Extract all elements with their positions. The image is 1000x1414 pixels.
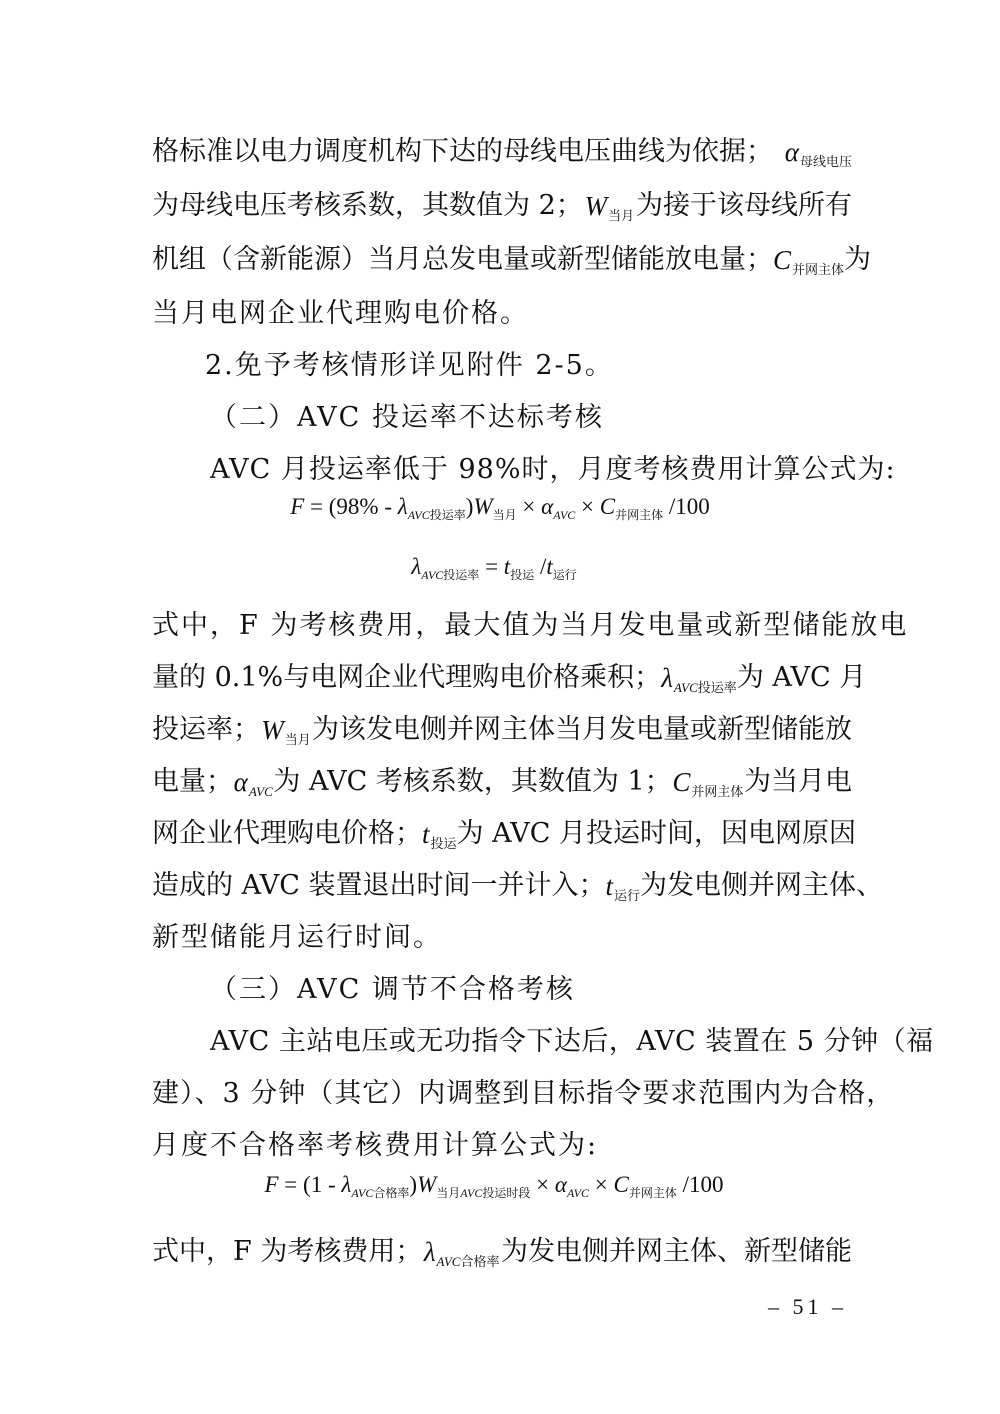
text: 为发电侧并网主体、新型储能 <box>500 1236 852 1267</box>
text: 格标准以电力调度机构下达的母线电压曲线为依据； <box>152 136 773 167</box>
text-line <box>152 808 857 860</box>
text: 量的 0.1%与电网企业代理购电价格乘积； <box>152 662 662 693</box>
formula-symbol: $\lambda_{AVC合格率}$ <box>423 1237 500 1269</box>
text-line <box>152 600 909 652</box>
text: 造成的 AVC 装置退出时间一并计入； <box>152 870 606 901</box>
text-line <box>152 652 867 704</box>
text-line <box>152 234 872 286</box>
text-line <box>152 756 852 808</box>
text: 为接于该母线所有 <box>636 190 852 221</box>
text: 新型储能月运行时间。 <box>152 922 442 953</box>
text: 式中，F 为考核费用，最大值为当月发电量或新型储能放电 <box>152 610 909 641</box>
text: 当月电网企业代理购电价格。 <box>152 298 529 329</box>
formula-symbol: $\lambda_{AVC投运率}$ <box>661 663 737 695</box>
text: 为 <box>844 244 872 275</box>
formula-symbol: $C_{并网主体}$ <box>773 245 845 277</box>
text: 为母线电压考核系数，其数值为 2； <box>152 190 583 221</box>
text-line <box>152 180 852 232</box>
text: 为 AVC 月 <box>736 662 867 693</box>
text: 电量； <box>152 766 233 797</box>
heading-text: （三）AVC 调节不合格考核 <box>210 974 575 1005</box>
page-number: – 51 – <box>768 1294 847 1319</box>
text: AVC 主站电压或无功指令下达后，AVC 装置在 5 分钟（福 <box>210 1026 934 1057</box>
text: 投运率； <box>152 714 260 745</box>
formula-symbol: $C_{并网主体}$ <box>672 767 744 799</box>
text: 为 AVC 月投运时间，因电网原因 <box>456 818 857 849</box>
text-line <box>152 860 884 912</box>
section-heading <box>210 392 852 444</box>
section-heading <box>210 964 852 1016</box>
formula-symbol: $\alpha_{母线电压}$ <box>784 137 852 169</box>
heading-text: （二）AVC 投运率不达标考核 <box>210 402 604 433</box>
text: 式中，F 为考核费用； <box>152 1236 423 1267</box>
text: 机组（含新能源）当月总发电量或新型储能放电量； <box>152 244 773 275</box>
text-line <box>152 704 852 756</box>
formula-1: $F = (98\% - \lambda_{AVC投运率})W_{当月} \times \alpha_{AVC} \times C_{并网主体}$ /100 <box>290 494 710 522</box>
text-line <box>152 1120 852 1172</box>
text: 为发电侧并网主体、 <box>640 870 884 901</box>
text-line <box>152 288 852 340</box>
text: 为该发电侧并网主体当月发电量或新型储能放 <box>311 714 852 745</box>
formula-symbol: $t_{运行}$ <box>605 871 641 903</box>
text: 月度不合格率考核费用计算公式为: <box>152 1130 599 1161</box>
text: 为 AVC 考核系数，其数值为 1； <box>273 766 672 797</box>
text-line <box>152 912 852 964</box>
formula-symbol: $t_{投运}$ <box>422 819 457 851</box>
text: 2.免予考核情形详见附件 2-5。 <box>205 350 614 381</box>
text: AVC 月投运率低于 98%时，月度考核费用计算公式为: <box>210 454 896 485</box>
formula-2: $\lambda_{AVC投运率} = t_{投运}$ $/t_{运行}$ <box>411 554 577 582</box>
formula-3: $F = (1 - \lambda_{AVC合格率})W_{当月AVC投运时段} \times \alpha_{AVC} \times C_{并网主体}$ /100 <box>264 1172 724 1200</box>
text: 为当月电 <box>744 766 852 797</box>
formula-symbol: $W_{当月}$ <box>584 191 635 223</box>
text-line <box>210 444 896 496</box>
text-line <box>152 1226 852 1278</box>
text-line <box>210 1016 934 1068</box>
text: 网企业代理购电价格； <box>152 818 422 849</box>
text-line <box>152 126 852 178</box>
text-line <box>152 1068 895 1120</box>
formula-symbol: $W_{当月}$ <box>261 715 311 747</box>
text-line <box>205 340 852 392</box>
text: 建）、3 分钟（其它）内调整到目标指令要求范围内为合格， <box>152 1078 895 1109</box>
formula-symbol: $\alpha_{AVC}$ <box>233 767 273 799</box>
